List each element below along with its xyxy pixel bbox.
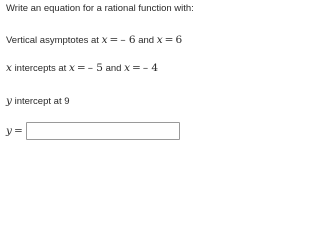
question-prompt: Write an equation for a rational function with: <box>6 3 194 14</box>
x-intercepts-eq1: = <box>76 62 86 74</box>
answer-eq: = <box>13 125 23 137</box>
x-intercept-value1: – 5 <box>87 62 103 74</box>
x-intercepts-var-prefix: x <box>6 62 12 74</box>
vertical-asymptotes-eq2: = <box>164 34 174 46</box>
x-intercept-value2: – 4 <box>142 62 159 74</box>
x-intercepts-line <box>6 62 158 75</box>
x-intercepts-eq2: = <box>132 62 141 74</box>
vertical-asymptotes-var1: x <box>101 34 108 46</box>
y-intercept-line <box>6 95 70 108</box>
answer-input[interactable] <box>26 122 180 140</box>
vertical-asymptotes-joiner: and <box>138 35 155 46</box>
x-intercepts-var1: x <box>68 62 75 74</box>
x-intercepts-label: intercepts at <box>14 63 67 74</box>
x-intercepts-joiner: and <box>105 63 122 74</box>
y-intercept-var: y <box>6 95 12 107</box>
answer-var: y <box>6 125 12 137</box>
answer-line <box>6 125 25 138</box>
vertical-asymptotes-var2: x <box>156 34 163 46</box>
vertical-asymptotes-eq1: = <box>109 34 119 46</box>
vertical-asymptotes-label: Vertical asymptotes at <box>6 35 99 46</box>
y-intercept-label: intercept at 9 <box>14 96 70 107</box>
vertical-asymptote-value1: – 6 <box>120 34 136 46</box>
vertical-asymptote-value2: 6 <box>175 34 183 46</box>
x-intercepts-var2: x <box>124 62 131 74</box>
vertical-asymptotes-line <box>6 34 182 47</box>
